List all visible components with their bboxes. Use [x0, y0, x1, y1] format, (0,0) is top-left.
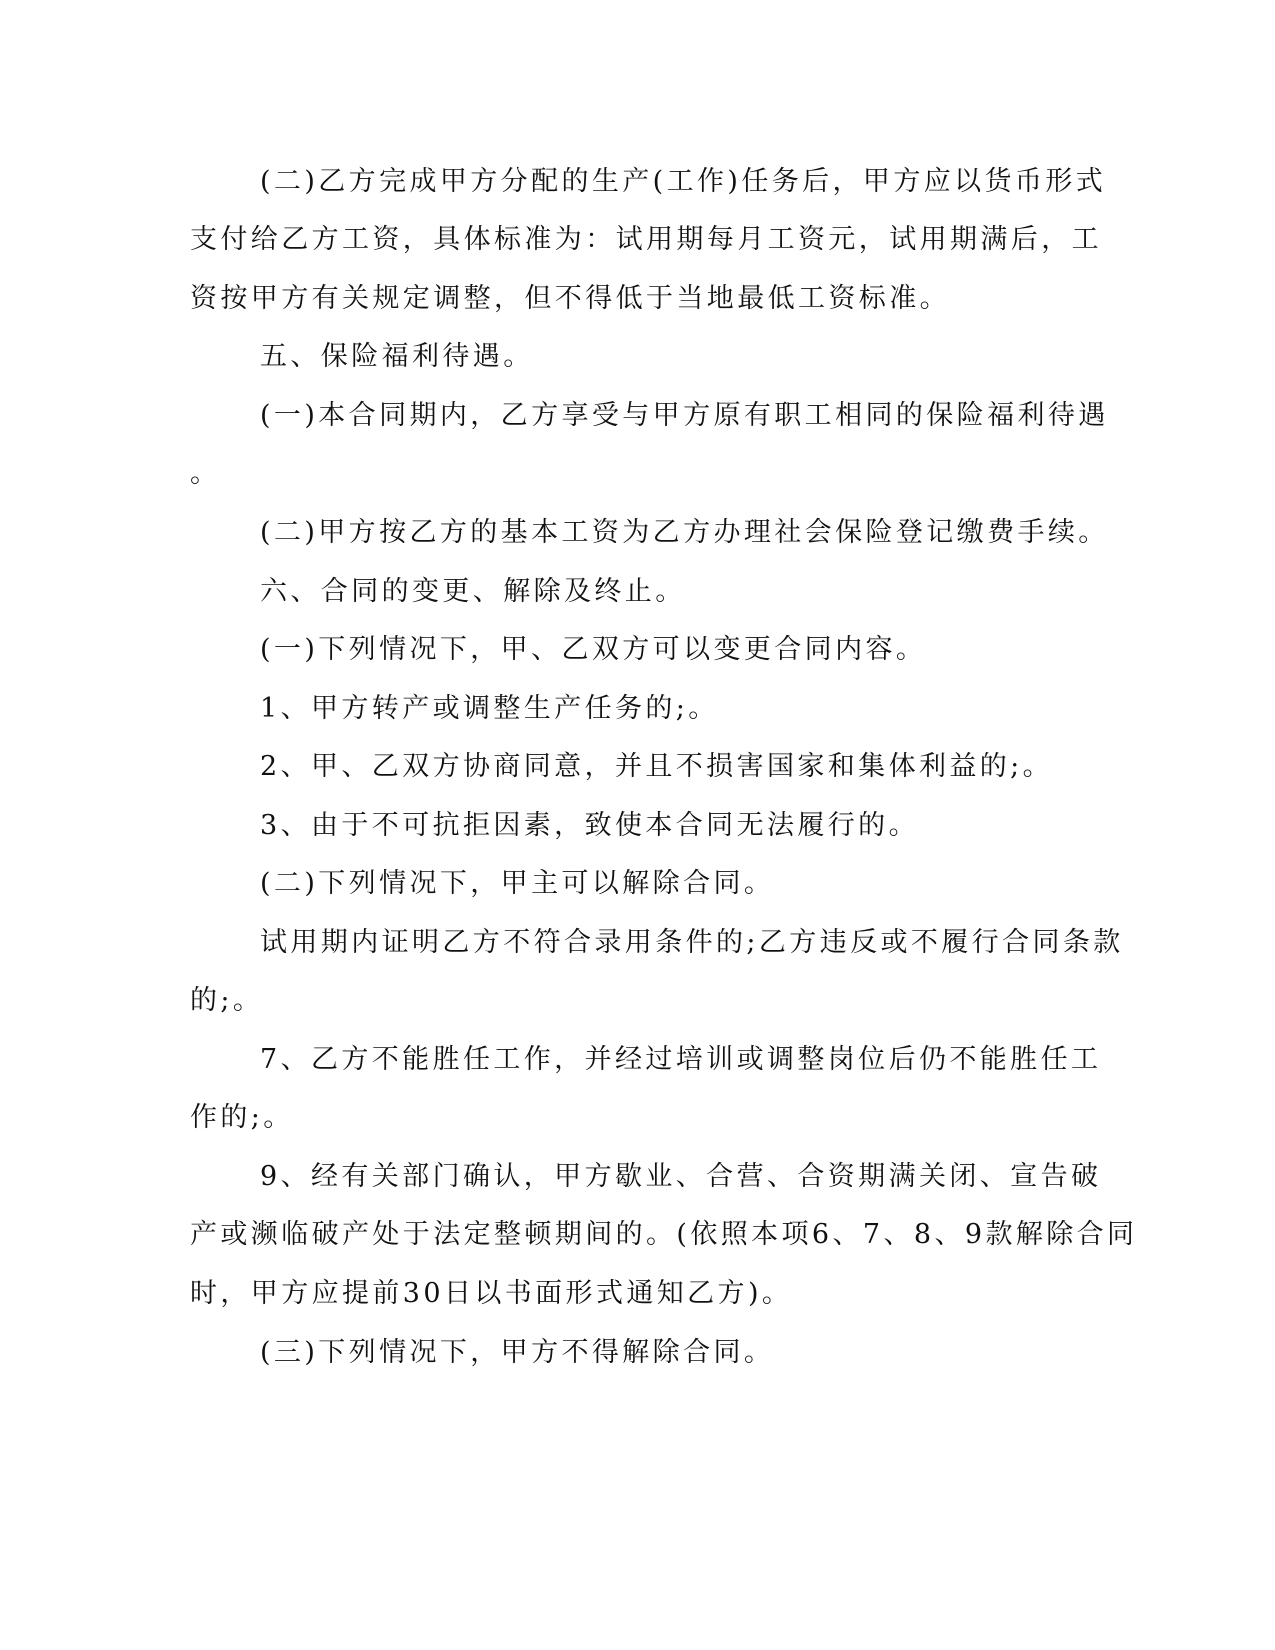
paragraph-line: (二)甲方按乙方的基本工资为乙方办理社会保险登记缴费手续。 — [260, 517, 1109, 548]
paragraph-line: (二)下列情况下，甲主可以解除合同。 — [260, 868, 775, 899]
section-heading: 五、保险福利待遇。 — [260, 341, 534, 372]
paragraph-line: 作的;。 — [190, 1102, 294, 1133]
paragraph-line: (三)下列情况下，甲方不得解除合同。 — [260, 1337, 775, 1368]
paragraph-line: 的;。 — [190, 985, 264, 1016]
paragraph-line: 。 — [190, 458, 221, 489]
list-item: 9、经有关部门确认，甲方歇业、合营、合资期满关闭、宣告破 — [260, 1161, 1102, 1192]
list-item: 7、乙方不能胜任工作，并经过培训或调整岗位后仍不能胜任工 — [260, 1044, 1102, 1075]
paragraph-line: 试用期内证明乙方不符合录用条件的;乙方违反或不履行合同条款 — [260, 927, 1124, 958]
paragraph-line: (二)乙方完成甲方分配的生产(工作)任务后，甲方应以货币形式 — [260, 166, 1107, 197]
paragraph-line: (一)下列情况下，甲、乙双方可以变更合同内容。 — [260, 634, 927, 665]
paragraph-line: 时，甲方应提前30日以书面形式通知乙方)。 — [190, 1278, 793, 1309]
list-item: 3、由于不可抗拒因素，致使本合同无法履行的。 — [260, 810, 919, 841]
paragraph-line: (一)本合同期内，乙方享受与甲方原有职工相同的保险福利待遇 — [260, 400, 1109, 431]
list-item: 1、甲方转产或调整生产任务的;。 — [260, 693, 719, 724]
list-item: 2、甲、乙双方协商同意，并且不损害国家和集体利益的;。 — [260, 751, 1054, 782]
paragraph-line: 产或濒临破产处于法定整顿期间的。(依照本项6、7、8、9款解除合同 — [190, 1219, 1138, 1250]
section-heading: 六、合同的变更、解除及终止。 — [260, 576, 686, 607]
paragraph-line: 支付给乙方工资，具体标准为：试用期每月工资元，试用期满后，工 — [190, 224, 1102, 255]
paragraph-line: 资按甲方有关规定调整，但不得低于当地最低工资标准。 — [190, 283, 950, 314]
